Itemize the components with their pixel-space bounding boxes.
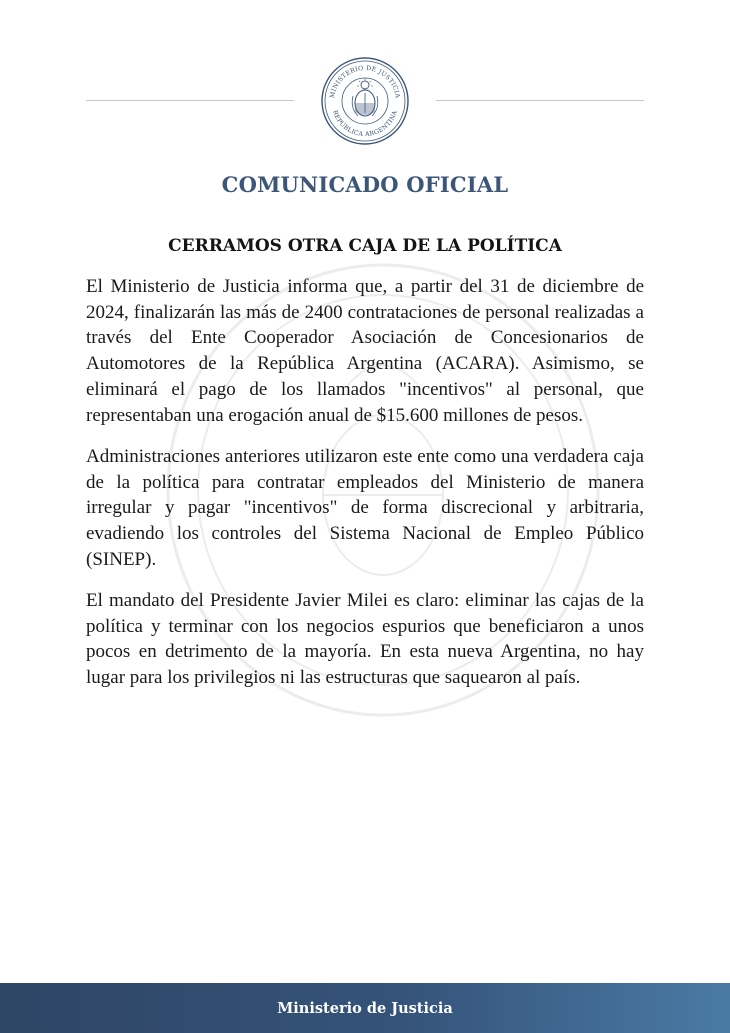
- ministry-seal-logo: [320, 56, 410, 146]
- header-rule-left: [86, 100, 294, 101]
- svg-text:MINISTERIO DE JUSTICIA: MINISTERIO DE JUSTICIA: [329, 64, 401, 99]
- body-paragraph-1: El Ministerio de Justicia informa que, a partir del 31 de diciembre de 2024, finalizarán las más de 2400 contrataciones de personal realizadas a través del Ente Cooperador Asociación de Concesionarios de Automotores de la República Argentina (ACARA). Asimismo, se eliminará el pago de los llamados "incentivos" al personal, que representaban una erogación anual de $15.600 millones de pesos.: [86, 276, 644, 426]
- footer-bar: [0, 983, 730, 1033]
- svg-text:REPÚBLICA ARGENTINA: REPÚBLICA ARGENTINA: [331, 109, 399, 139]
- page-title: COMUNICADO OFICIAL: [221, 172, 509, 197]
- document-subtitle: CERRAMOS OTRA CAJA DE LA POLÍTICA: [168, 236, 562, 256]
- body-paragraph-2: Administraciones anteriores utilizaron este ente como una verdadera caja de la política para contratar empleados del Ministerio de manera irregular y pagar "incentivos" de forma discrecional y arbitraria, evadiendo los controles del Sistema Nacional de Empleo Público (SINEP).: [86, 446, 644, 570]
- footer-label: Ministerio de Justicia: [277, 999, 453, 1017]
- header-rule-right: [436, 100, 644, 101]
- body-paragraph-3: El mandato del Presidente Javier Milei es claro: eliminar las cajas de la política y terminar con los negocios espurios que beneficiaron a unos pocos en detrimento de la mayoría. En esta nueva Argentina, no hay lugar para los privilegios ni las estructuras que saquearon al país.: [86, 590, 644, 689]
